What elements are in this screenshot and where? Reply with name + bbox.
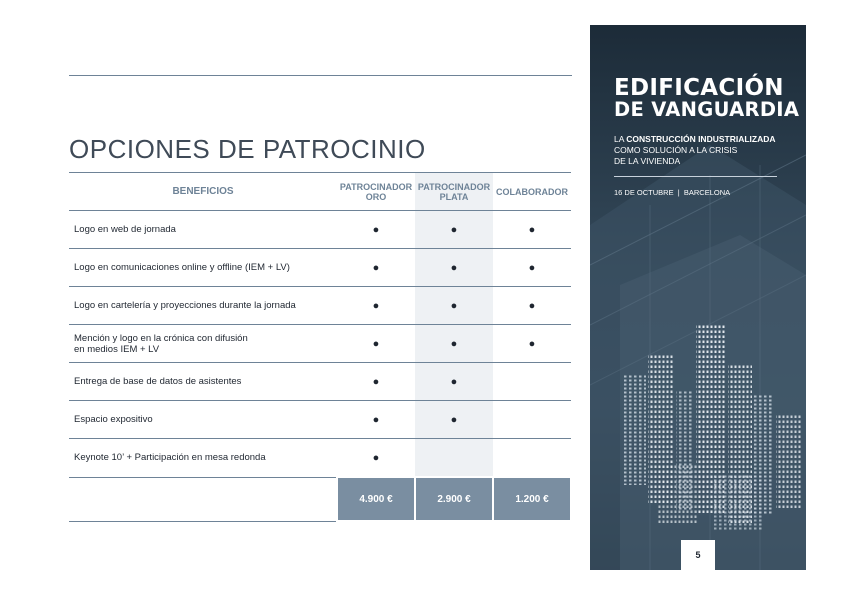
- tier-cell-oro: [337, 363, 415, 401]
- benefit-text: Keynote 10’ + Participación en mesa redonda: [74, 452, 266, 464]
- included-bullet-icon: ●: [450, 223, 458, 236]
- tier-cell-oro: [337, 287, 415, 325]
- included-bullet-icon: ●: [372, 451, 380, 464]
- tier-cell-plata: [415, 325, 493, 363]
- table-row: [69, 325, 571, 363]
- tier-cell-colaborador: [493, 363, 571, 401]
- benefit-cell: [69, 325, 337, 363]
- included-bullet-icon: ●: [372, 299, 380, 312]
- header-plata-line1: PATROCINADOR: [417, 181, 491, 192]
- included-bullet-icon: ●: [372, 261, 380, 274]
- benefit-text: en medios IEM + LV: [74, 343, 160, 355]
- header-oro-line2: ORO: [365, 191, 387, 202]
- included-bullet-icon: ●: [372, 413, 380, 426]
- tier-cell-plata: [415, 287, 493, 325]
- benefit-text: Logo en comunicaciones online y offline (IEM + LV): [74, 262, 290, 273]
- included-bullet-icon: ●: [450, 261, 458, 274]
- benefit-cell: [69, 363, 337, 401]
- tier-cell-colaborador: [493, 249, 571, 287]
- price-plata: 2.900 €: [415, 477, 493, 521]
- tier-cell-colaborador: [493, 287, 571, 325]
- price-colaborador: 1.200 €: [493, 477, 571, 521]
- included-bullet-icon: ●: [372, 375, 380, 388]
- table-row: [69, 363, 571, 401]
- included-bullet-icon: ●: [372, 337, 380, 350]
- benefit-text: Logo en cartelería y proyecciones durante la jornada: [74, 300, 296, 311]
- included-bullet-icon: ●: [450, 413, 458, 426]
- tier-cell-plata: [415, 249, 493, 287]
- tier-cell-colaborador: [493, 401, 571, 439]
- benefit-cell: [69, 439, 337, 478]
- event-date-location: 16 DE OCTUBRE | BARCELONA: [614, 188, 731, 197]
- benefit-text: Mención y logo en la crónica con difusión: [74, 332, 248, 344]
- tier-cell-plata: [415, 401, 493, 439]
- subtitle-prefix: LA: [614, 134, 627, 144]
- event-subtitle: [614, 134, 794, 167]
- section-title: OPCIONES DE PATROCINIO: [69, 134, 426, 164]
- included-bullet-icon: ●: [372, 223, 380, 236]
- included-bullet-icon: ●: [528, 223, 536, 236]
- included-bullet-icon: ●: [450, 337, 458, 350]
- header-plata-line2: PLATA: [439, 191, 469, 202]
- subtitle-line2: COMO SOLUCIÓN A LA CRISIS: [614, 145, 738, 155]
- subtitle-line3: DE LA VIVIENDA: [614, 156, 681, 166]
- table-header-row: [69, 173, 571, 211]
- table-row: [69, 211, 571, 249]
- tier-cell-oro: [337, 211, 415, 249]
- city-skyline-illustration: [618, 315, 806, 545]
- event-title-line1: EDIFICACIÓN: [614, 75, 784, 101]
- included-bullet-icon: ●: [528, 261, 536, 274]
- benefit-text: Entrega de base de datos de asistentes: [74, 376, 242, 387]
- tier-cell-oro: [337, 401, 415, 439]
- subtitle-bold: CONSTRUCCIÓN INDUSTRIALIZADA: [626, 134, 776, 144]
- table-row: [69, 401, 571, 439]
- table-row: [69, 249, 571, 287]
- price-row: [69, 477, 571, 521]
- benefit-cell: [69, 287, 337, 325]
- benefit-cell: [69, 211, 337, 249]
- table-body: [69, 211, 571, 522]
- subtitle-divider: [614, 176, 777, 177]
- table-row: [69, 287, 571, 325]
- price-oro: 4.900 €: [337, 477, 415, 521]
- tier-cell-colaborador: [493, 325, 571, 363]
- header-benefits: BENEFICIOS: [69, 173, 337, 211]
- header-oro: [337, 173, 415, 211]
- tier-cell-plata: [415, 439, 493, 478]
- included-bullet-icon: ●: [450, 299, 458, 312]
- tier-cell-plata: [415, 363, 493, 401]
- benefit-text: Logo en web de jornada: [74, 224, 176, 235]
- tier-cell-oro: [337, 249, 415, 287]
- page-number: 5: [681, 540, 715, 570]
- tier-cell-oro: [337, 439, 415, 478]
- included-bullet-icon: ●: [528, 337, 536, 350]
- tier-cell-oro: [337, 325, 415, 363]
- benefit-cell: [69, 249, 337, 287]
- top-divider: [69, 75, 572, 76]
- price-row-label-cell: [69, 477, 337, 521]
- tier-cell-plata: [415, 211, 493, 249]
- header-colaborador: COLABORADOR: [493, 173, 571, 211]
- header-plata: [415, 173, 493, 211]
- included-bullet-icon: ●: [528, 299, 536, 312]
- tier-cell-colaborador: [493, 211, 571, 249]
- sponsorship-table: [69, 172, 572, 522]
- benefit-cell: [69, 401, 337, 439]
- event-title: [614, 77, 799, 121]
- header-oro-line1: PATROCINADOR: [339, 181, 413, 192]
- benefit-text: Espacio expositivo: [74, 414, 153, 425]
- included-bullet-icon: ●: [450, 375, 458, 388]
- event-cover-panel: [590, 25, 806, 570]
- tier-cell-colaborador: [493, 439, 571, 478]
- table-row: [69, 439, 571, 478]
- event-title-line2: DE VANGUARDIA: [614, 98, 800, 121]
